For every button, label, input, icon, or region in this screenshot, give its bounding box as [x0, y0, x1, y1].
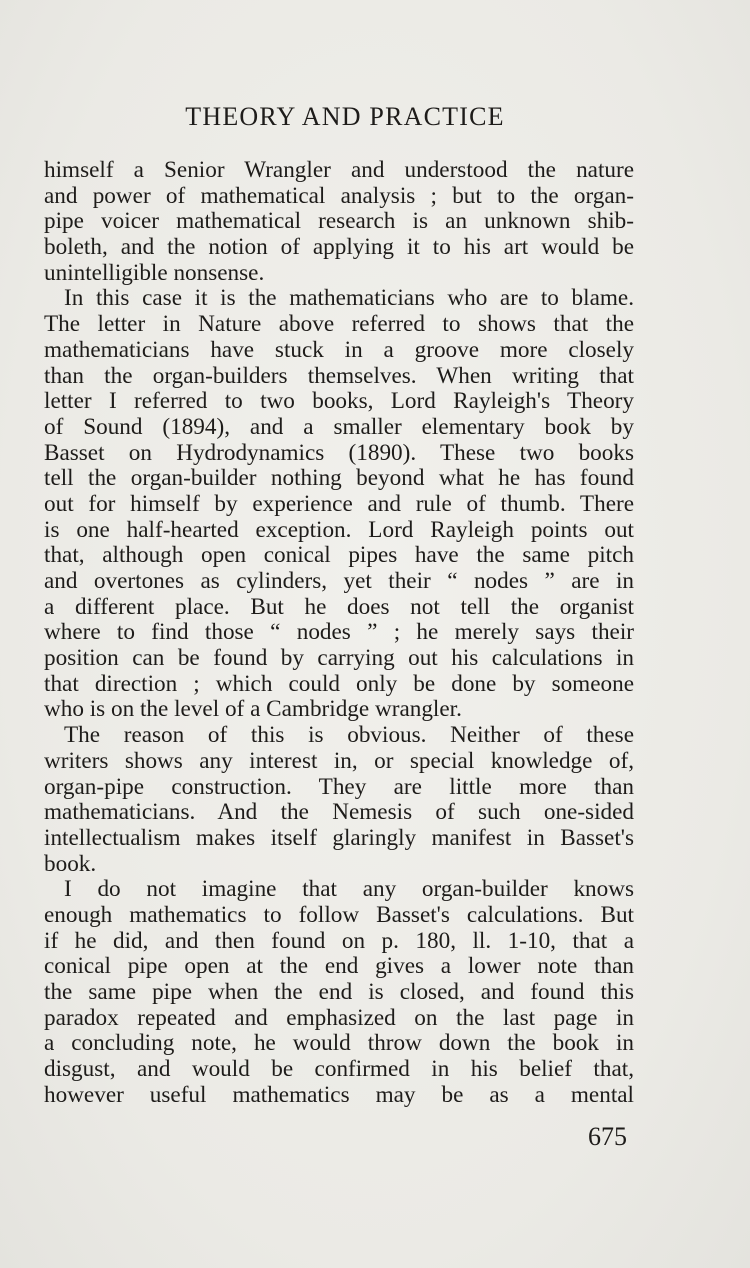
text-line: is one half-hearted exception. Lord Rayleigh points out: [44, 516, 634, 543]
text-line: Basset on Hydrodynamics (1890). These two books: [44, 439, 634, 466]
page-number: 675: [588, 1122, 627, 1151]
body-text: [44, 158, 634, 1108]
text-line: disgust, and would be confirmed in his belief that,: [44, 1056, 634, 1083]
text-line: unintelligible nonsense.: [44, 259, 265, 286]
text-line: mathematicians. And the Nemesis of such one-sided: [44, 799, 634, 826]
text-line: enough mathematics to follow Basset's calculations. But: [44, 901, 634, 928]
text-line: a different place. But he does not tell the organist: [44, 593, 634, 620]
text-line: letter I referred to two books, Lord Rayleigh's Theory: [44, 388, 634, 415]
text-line: where to find those “ nodes ” ; he merely says their: [44, 619, 634, 646]
text-line: the same pipe when the end is closed, and found this: [44, 979, 634, 1005]
text-line: intellectualism makes itself glaringly manifest in Basset's: [44, 824, 634, 851]
text-line: who is on the level of a Cambridge wrangler.: [44, 696, 462, 723]
text-line: boleth, and the notion of applying it to his art would be: [44, 234, 634, 261]
text-line: pipe voicer mathematical research is an unknown shib-: [44, 208, 634, 235]
text-line: mathematicians have stuck in a groove more closely: [44, 336, 634, 363]
text-line: position can be found by carrying out his calculations in: [44, 645, 634, 672]
text-line: and power of mathematical analysis ; but to the organ-: [44, 182, 634, 209]
text-line: paradox repeated and emphasized on the last page in: [44, 1004, 634, 1031]
text-line: I do not imagine that any organ-builder knows: [64, 876, 634, 903]
text-line: than the organ-builders themselves. When writing that: [44, 362, 634, 389]
text-line: that direction ; which could only be done by someone: [44, 670, 634, 697]
running-head: THEORY AND PRACTICE: [185, 102, 505, 131]
text-line: organ-pipe construction. They are little more than: [44, 773, 634, 800]
text-line: conical pipe open at the end gives a lower note than: [44, 953, 634, 980]
text-line: of Sound (1894), and a smaller elementary book by: [44, 413, 634, 440]
text-line: himself a Senior Wrangler and understood the nature: [44, 157, 634, 183]
text-line: tell the organ-builder nothing beyond what he has found: [44, 465, 634, 492]
text-line: and overtones as cylinders, yet their “ nodes ” are in: [44, 568, 634, 594]
text-line: The letter in Nature above referred to shows that the: [44, 311, 634, 338]
text-line: that, although open conical pipes have the same pitch: [44, 542, 634, 569]
text-line: if he did, and then found on p. 180, ll. 1-10, that a: [44, 927, 634, 954]
text-line: writers shows any interest in, or special knowledge of,: [44, 747, 634, 774]
text-line: however useful mathematics may be as a mental: [44, 1081, 634, 1108]
text-line: The reason of this is obvious. Neither of these: [64, 722, 634, 749]
text-line: In this case it is the mathematicians who are to blame.: [64, 285, 634, 312]
text-line: out for himself by experience and rule of thumb. There: [44, 490, 634, 517]
text-line: a concluding note, he would throw down the book in: [44, 1030, 634, 1057]
text-line: book.: [44, 850, 97, 877]
